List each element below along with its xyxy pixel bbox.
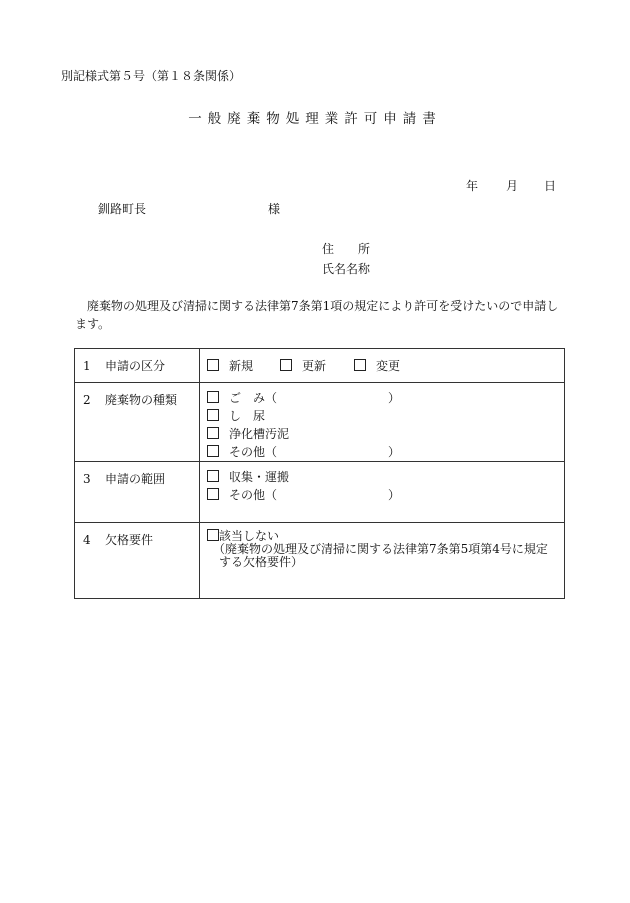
- row-content-cell: [200, 462, 565, 523]
- option-label-not-applicable: 該当しない: [219, 529, 280, 543]
- checkbox-other-waste[interactable]: [207, 445, 219, 457]
- table-row-disqualification: [75, 523, 565, 599]
- option-label-septic-sludge: 浄化槽汚泥: [229, 427, 290, 441]
- disqualification-note-line1: （廃棄物の処理及び清掃に関する法律第7条第5項第4号に規定: [213, 542, 548, 556]
- row-number: 1: [83, 359, 91, 373]
- checkbox-septic-sludge[interactable]: [207, 427, 219, 439]
- form-reference: 別記様式第５号（第１８条関係）: [61, 69, 242, 83]
- option-label-other-waste: その他（: [229, 445, 278, 459]
- date-year: 年: [466, 179, 479, 193]
- application-statement: 廃棄物の処理及び清掃に関する法律第7条第1項の規定により許可を受けたいので申請します。: [75, 299, 559, 331]
- row-label: 申請の区分: [105, 359, 166, 373]
- row-number: 3: [83, 472, 91, 486]
- date-day: 日: [544, 179, 557, 193]
- row-number: 4: [83, 533, 91, 547]
- row-label-cell: [75, 383, 200, 462]
- option-label-change: 変更: [376, 359, 401, 373]
- checkbox-garbage[interactable]: [207, 391, 219, 403]
- date-month: 月: [506, 179, 519, 193]
- table-row-application-scope: [75, 462, 565, 523]
- checkbox-other-scope[interactable]: [207, 488, 219, 500]
- row-content-cell: [200, 349, 565, 383]
- option-label-night-soil: し 尿: [229, 409, 266, 423]
- option-label-new: 新規: [229, 359, 254, 373]
- addressee-name: 釧路町長: [98, 202, 147, 216]
- checkbox-not-applicable[interactable]: [207, 529, 219, 541]
- option-label-other-scope: その他（: [229, 488, 278, 502]
- applicant-name-label: 氏名名称: [322, 262, 371, 276]
- option-label-collection-transport: 収集・運搬: [229, 470, 290, 484]
- date-line: [466, 177, 556, 194]
- checkbox-night-soil[interactable]: [207, 409, 219, 421]
- checkbox-renewal[interactable]: [280, 359, 292, 371]
- row-content-cell: [200, 383, 565, 462]
- applicant-address-label: 住 所: [322, 242, 371, 256]
- table-row-application-type: [75, 349, 565, 383]
- addressee: [98, 200, 280, 217]
- addressee-honorific: 様: [268, 202, 281, 216]
- checkbox-new[interactable]: [207, 359, 219, 371]
- checkbox-change[interactable]: [354, 359, 366, 371]
- table-row-waste-type: [75, 383, 565, 462]
- row-number: 2: [83, 393, 91, 407]
- close-paren: ）: [388, 391, 401, 405]
- row-label: 申請の範囲: [105, 472, 166, 486]
- option-label-garbage: ご み（: [229, 391, 278, 405]
- row-label-cell: [75, 523, 200, 599]
- option-label-renewal: 更新: [302, 359, 327, 373]
- close-paren: ）: [388, 445, 401, 459]
- disqualification-note-line2: する欠格要件）: [219, 555, 304, 569]
- application-details-table: [74, 348, 565, 599]
- row-content-cell: [200, 523, 565, 599]
- row-label: 廃棄物の種類: [105, 393, 178, 407]
- row-label-cell: [75, 462, 200, 523]
- document-title: 一般廃棄物処理業許可申請書: [188, 111, 442, 127]
- row-label: 欠格要件: [105, 533, 154, 547]
- row-label-cell: [75, 349, 200, 383]
- checkbox-collection-transport[interactable]: [207, 470, 219, 482]
- close-paren: ）: [388, 488, 401, 502]
